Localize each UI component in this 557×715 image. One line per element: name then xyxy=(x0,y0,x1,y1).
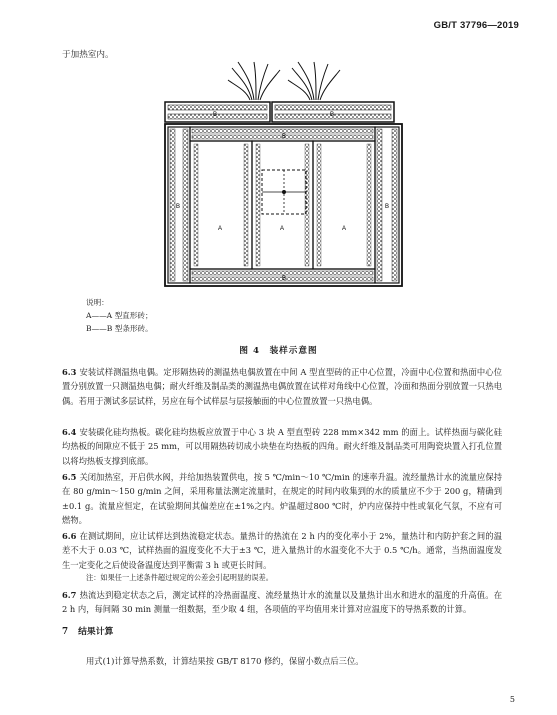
clause-text: 安装试样测温热电偶。定形隔热砖的测温热电偶放置在中间 A 型直型砖的正中心位置，冷面中心位置和热面中心位置分别放置一只测温热电偶；耐火纤维及制品类的测温热电偶放置在试样对角线中心位置，冷面和热面分别放置一只热电偶。若用于测试多层试样，另应在每个试样层与层接触面的中心位置放置一只热电偶。 xyxy=(62,367,502,406)
section-heading xyxy=(62,624,113,637)
note: 注：如果任一上述条件超过规定的公差会引起明显的误差。 xyxy=(86,573,273,582)
clause-number: 6.3 xyxy=(62,367,77,377)
block-label-a: A xyxy=(280,226,285,232)
paragraph-6-3 xyxy=(62,365,502,408)
paragraph-6-7 xyxy=(62,588,502,617)
clause-number: 6.6 xyxy=(62,531,77,541)
legend-item-b: B——B 型条形砖。 xyxy=(86,324,153,333)
figure-caption: 图 4 装样示意图 xyxy=(239,346,318,356)
paragraph-6-4 xyxy=(62,425,502,468)
block-label-b: B xyxy=(385,204,390,210)
block-label-a: A xyxy=(342,226,347,232)
clause-number: 6.7 xyxy=(62,590,77,600)
block-label-b: B xyxy=(176,204,181,210)
legend-title: 说明： xyxy=(86,298,109,307)
thermocouple-wires-right xyxy=(288,62,340,100)
clause-text: 在测试期间，应让试样达到热流稳定状态。量热计的热流在 2 h 内的变化率小于 2%，量热计和内防护套之间的温差不大于 0.03 ℃，试样热面的温度变化不大于±3 ℃，进入量热计的水温变化不大于 0.5 ℃/h。通常，当热面温度发生一定变化之后使设备温度达到平衡需 3 h 或更长时间。 xyxy=(62,531,502,570)
clause-text: 热流达到稳定状态之后，测定试样的冷热面温度、流经量热计水的流量以及量热计出水和进水的温度的升高值。在 2 h 内，每间隔 30 min 测量一组数据，至少取 4 组，各项值的平均值用来计算对应温度下的导热系数的计算。 xyxy=(62,590,502,615)
clause-number: 6.4 xyxy=(62,427,77,437)
standard-code: GB/T 37796—2019 xyxy=(433,20,519,31)
block-label-b: B xyxy=(213,112,218,118)
section-number: 7 xyxy=(62,627,69,637)
clause-number: 6.5 xyxy=(62,472,77,482)
clause-text: 关闭加热室，开启供水阀，并给加热装置供电，按 5 ℃/min～10 ℃/min 的速率升温。流经量热计水的流量应保持在 80 g/min～150 g/min 之间，采用称量法测定流量时，在规定的时间内收集到的水的质量应不少于 200 g，精确到±0.1 g。流量应恒定，在试验期间其偏差应在±1%之内。炉温超过800 ℃时，炉内应保持中性或氧化气氛，不应有可燃物。 xyxy=(62,472,502,526)
legend-item-a: A——A 型直形砖； xyxy=(86,311,153,320)
intro-text: 于加热室内。 xyxy=(62,50,114,60)
paragraph-6-5 xyxy=(62,470,502,528)
formula-text: 用式(1)计算导热系数，计算结果按 GB/T 8170 修约，保留小数点后三位。 xyxy=(86,656,364,666)
specimen-figure xyxy=(0,60,557,300)
thermocouple-wires-left xyxy=(228,62,280,100)
paragraph-6-6 xyxy=(62,529,502,572)
block-label-b: B xyxy=(330,112,335,118)
block-label-b: B xyxy=(282,134,287,140)
page-number: 5 xyxy=(509,695,515,704)
block-label-a: A xyxy=(218,226,223,232)
block-label-b: B xyxy=(282,276,287,282)
section-title: 结果计算 xyxy=(78,627,114,637)
clause-text: 安装碳化硅均热板。碳化硅均热板应放置于中心 3 块 A 型直型砖 228 mm×342 mm 的面上。试样热面与碳化硅均热板的间隙应不低于 25 mm，可以用隔热砖切成小块垫在均热板的四角。耐火纤维及制品类可用陶瓷块置入打孔位置以将均热板支撑到底部。 xyxy=(62,427,502,466)
